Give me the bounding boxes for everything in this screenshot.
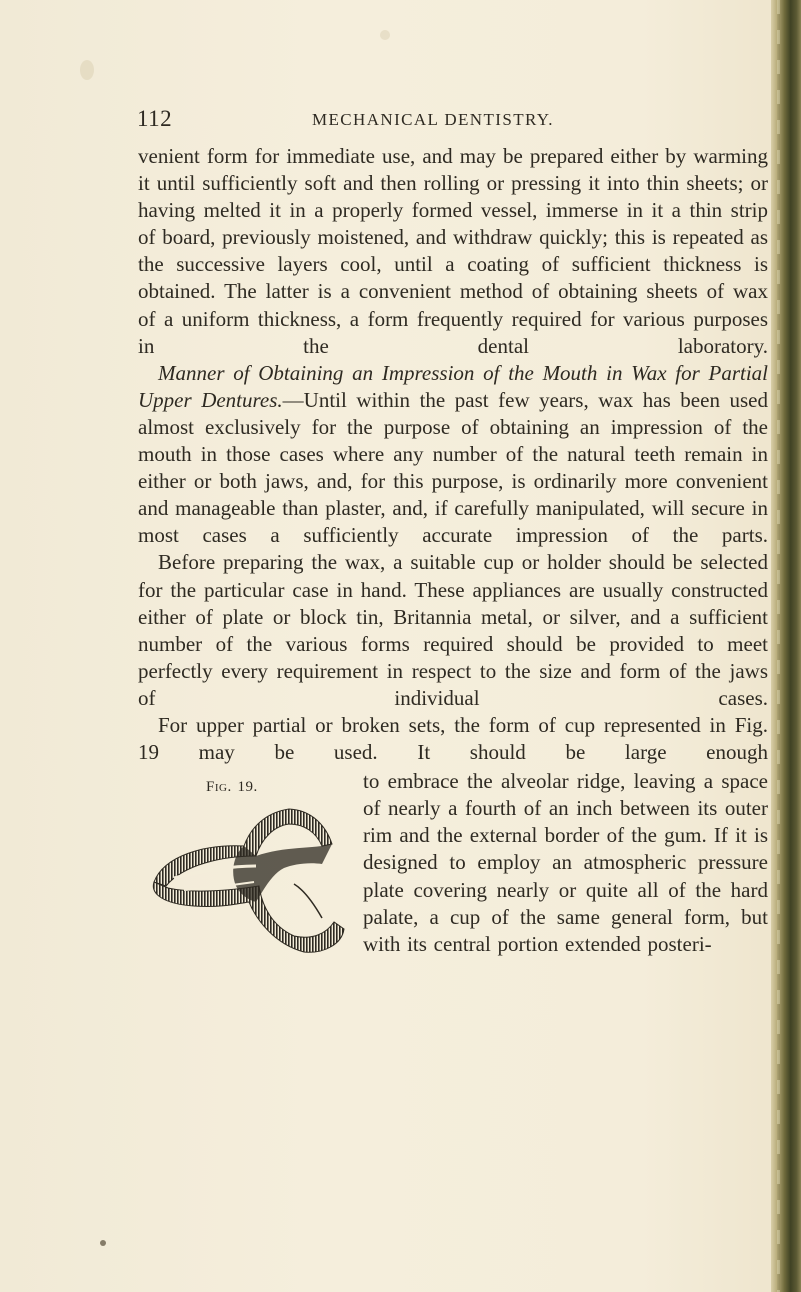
paragraph: to embrace the alveolar ridge, leaving a space of nearly a fourth of an inch between its outer rim and the external border of the gum. If it is designed to employ an atmospheric pressure plate covering nearly or quite all of the hard palate, a cup of the same general form, but with its central portion extended posteri- [363,769,768,956]
page-stain [100,1240,106,1246]
book-binding-edge [771,0,801,1292]
paragraph-text: For upper partial or broken sets, the form of cup represented in Fig. 19 may be used. It should be large enough [138,712,768,765]
paragraph: Before preparing the wax, a suitable cup or holder should be selected for the particular case in hand. These appliances are usually constructed either of plate or block tin, Britannia metal, or silver, and a sufficient number of the various forms required should be provided to meet perfectly every requirement in respect to the size and form of the jaws of individual cases. [138,550,768,710]
page-header [130,106,770,136]
section-heading: Manner of Obtaining an Impression of the Mouth in Wax for Partial Upper Dentures. [138,360,768,412]
paragraph [138,360,768,550]
page-stain [80,60,94,80]
paragraph: venient form for immediate use, and may be prepared either by warming it until sufficiently soft and then rolling or pressing it into thin sheets; or having melted it in a properly formed vessel, immerse in it a thin strip of board, previously moistened, and withdraw quickly; this is repeated as the successive layers cool, until a coating of sufficient thickness is obtained. The latter is a convenient method of obtaining sheets of wax of a uniform thickness, a form frequently required for various purposes in the dental laboratory. [138,144,768,358]
page-number: 112 [137,106,173,131]
body-text [138,143,768,1018]
paragraph-text: —Until within the past few years, wax has been used almost exclusively for the purpose of obtaining an impression of the mouth in those cases where any number of the natural teeth remain in either or both jaws, and, for this purpose, is ordinarily more convenient and manageable than plaster, and, if carefully manipulated, will secure in most cases a sufficiently accurate impression of the parts. [138,387,768,548]
impression-cup-illustration [144,794,349,964]
running-head: MECHANICAL DENTISTRY. [312,110,554,129]
paragraph [138,712,768,766]
page-stain [380,30,390,40]
figure-caption: Fig. 19. [206,779,258,796]
figure-19 [138,768,353,1018]
